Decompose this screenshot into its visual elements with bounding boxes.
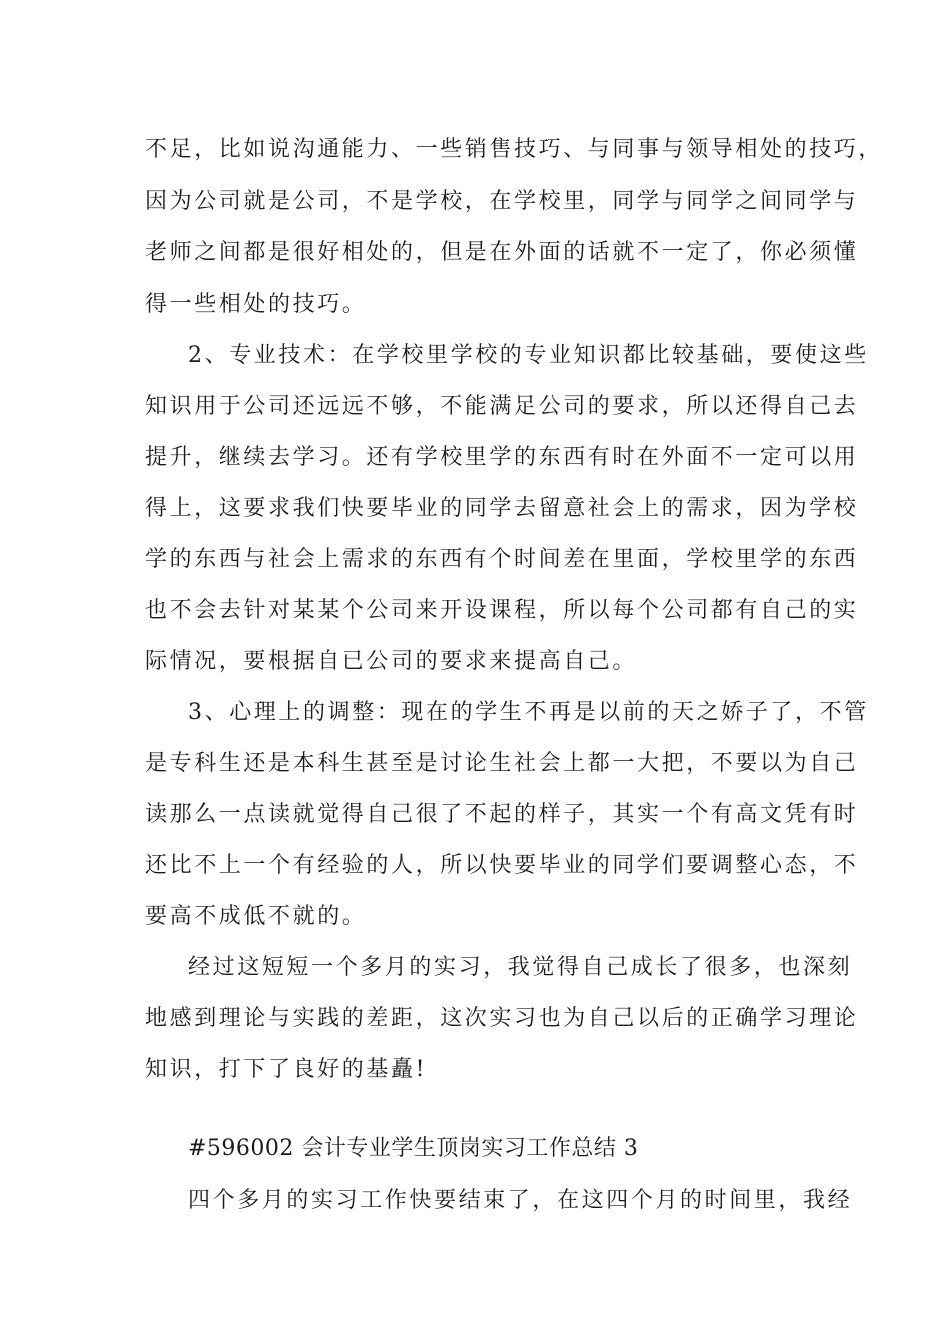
text-line: 经过这短短一个多月的实习，我觉得自己成长了很多，也深刻 — [188, 955, 853, 980]
text-line: 四个多月的实习工作快要结束了，在这四个月的时间里，我经 — [188, 1188, 853, 1213]
text-line: 3、心理上的调整：现在的学生不再是以前的天之娇子了，不管 — [188, 700, 869, 725]
text-line: 地感到理论与实践的差距，这次实习也为自己以后的正确学习理论 — [145, 1006, 859, 1031]
text-line: 学的东西与社会上需求的东西有个时间差在里面，学校里学的东西 — [145, 547, 859, 572]
text-line: 2、专业技术：在学校里学校的专业知识都比较基础，要使这些 — [188, 343, 869, 368]
section-heading: #596002 会计专业学生顶岗实习工作总结 3 — [188, 1136, 639, 1161]
text-line: 提升，继续去学习。还有学校里学的东西有时在外面不一定可以用 — [145, 445, 859, 470]
text-line: 得上，这要求我们快要毕业的同学去留意社会上的需求，因为学校 — [145, 496, 859, 521]
text-line: 是专科生还是本科生甚至是讨论生社会上都一大把，不要以为自己 — [145, 751, 859, 776]
text-line: 要高不成低不就的。 — [145, 904, 367, 929]
text-line: 得一些相处的技巧。 — [145, 292, 367, 317]
text-line: 知识用于公司还远远不够，不能满足公司的要求，所以还得自己去 — [145, 394, 859, 419]
text-line: 不足，比如说沟通能力、一些销售技巧、与同事与领导相处的技巧， — [145, 137, 884, 162]
text-line: 因为公司就是公司，不是学校，在学校里，同学与同学之间同学与 — [145, 189, 859, 214]
text-line: 还比不上一个有经验的人，所以快要毕业的同学们要调整心态，不 — [145, 853, 859, 878]
text-line: 知识，打下了良好的基矗! — [145, 1057, 428, 1082]
text-line: 也不会去针对某某个公司来开设课程，所以每个公司都有自己的实 — [145, 598, 859, 623]
text-line: 读那么一点读就觉得自己很了不起的样子，其实一个有高文凭有时 — [145, 802, 859, 827]
text-line: 老师之间都是很好相处的，但是在外面的话就不一定了，你必须懂 — [145, 240, 859, 265]
text-line: 际情况，要根据自已公司的要求来提高自己。 — [145, 649, 638, 674]
